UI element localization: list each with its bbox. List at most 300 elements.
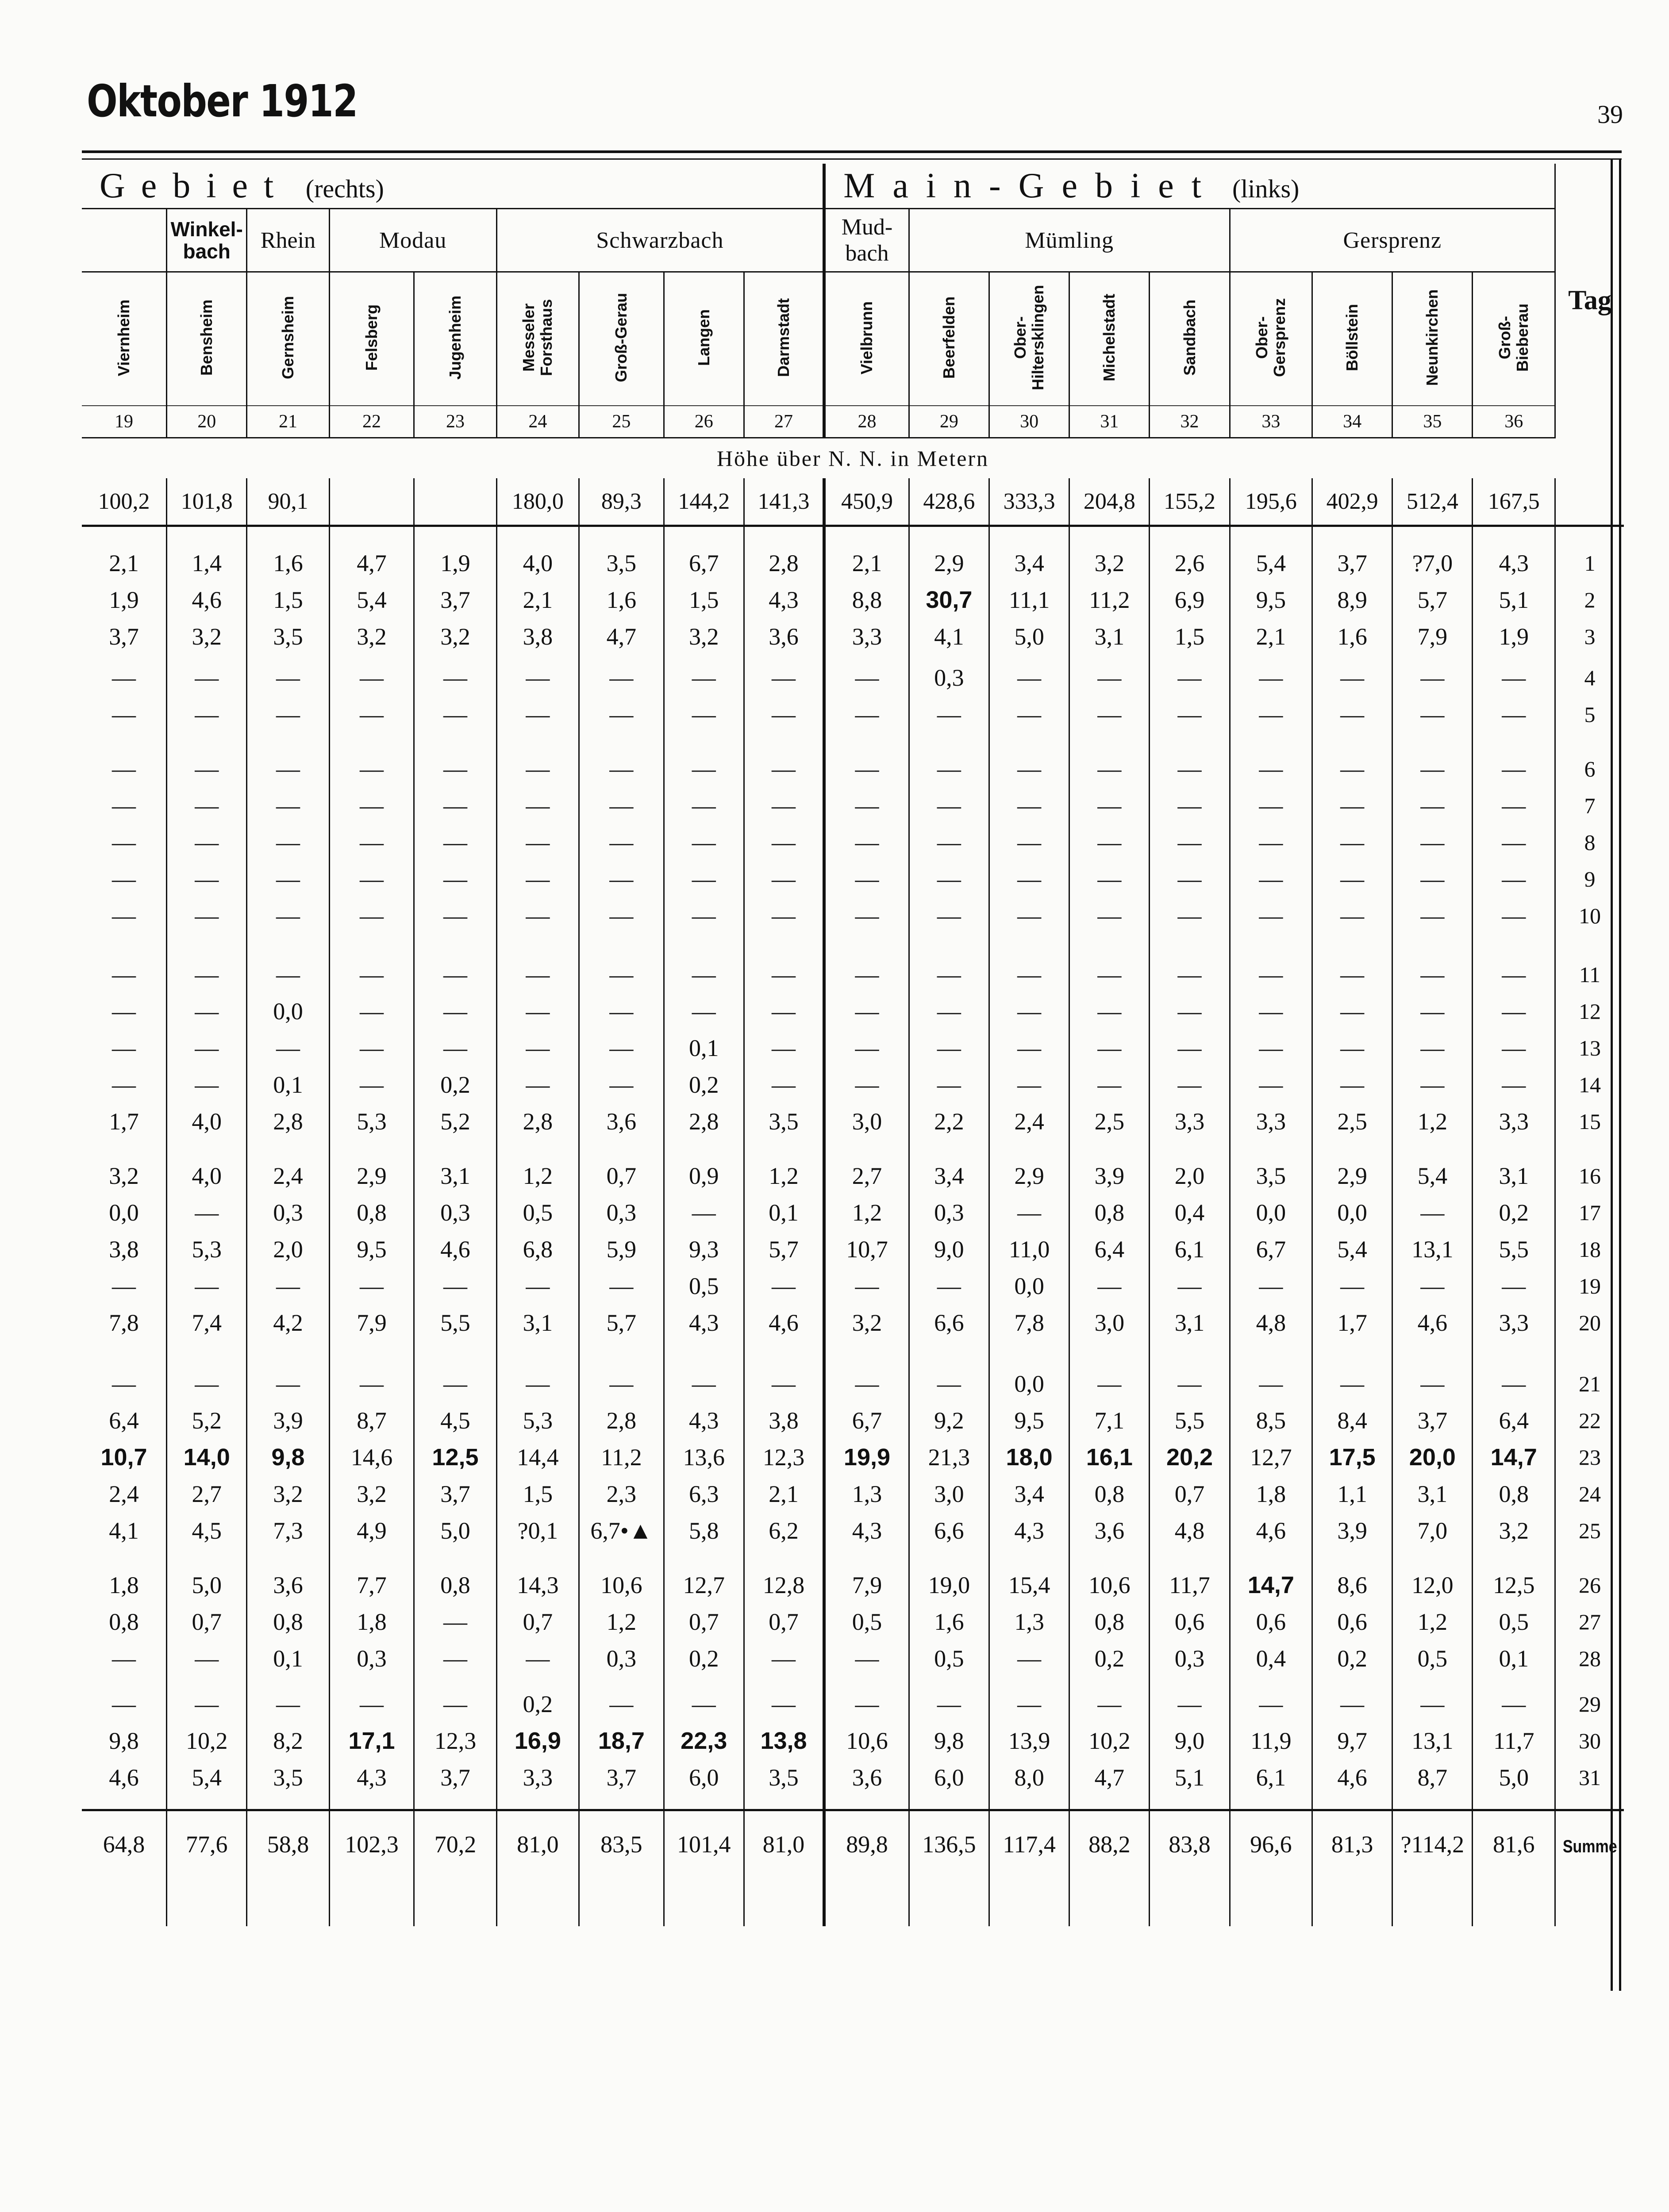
rain-value: — [414,659,496,696]
region-left-title: G e b i e t [100,166,277,205]
rain-value: — [744,787,824,824]
rain-value: — [112,1272,136,1299]
rain-value: — [247,1029,329,1066]
rain-value: 0,3 [247,1194,329,1231]
rain-value: 6,4 [109,1407,139,1434]
rain-value: — [112,902,136,929]
rain-value: 5,0 [414,1512,496,1549]
rain-value: — [112,701,136,728]
rain-value: 9,0 [1150,1722,1230,1759]
rain-value: 4,6 [744,1304,824,1341]
spacer-cell [496,733,579,750]
spacer-cell [1069,526,1150,545]
day-number: 13 [1555,1029,1624,1066]
spacer-cell [1230,733,1312,750]
station-number: 30 [989,406,1069,438]
rain-value: 11,0 [989,1231,1069,1267]
rain-value: — [1392,1267,1473,1304]
spacer-cell [496,1677,579,1686]
rain-value: 0,2 [664,1640,744,1677]
rain-value: 5,9 [579,1231,664,1267]
table-row [82,1439,1624,1475]
rain-value: — [909,1066,989,1103]
rain-value: 3,7 [414,581,496,618]
spacer-cell [664,1549,744,1567]
rain-value: 3,5 [247,618,329,655]
rain-value: 6,2 [744,1512,824,1549]
rain-value: 13,8 [744,1722,824,1759]
spacer-cell [247,1677,329,1686]
rain-value: 5,2 [414,1103,496,1140]
rain-value: — [1150,696,1230,733]
column-tail [1312,1878,1392,1926]
rain-value: 2,9 [909,545,989,581]
rain-value: 7,0 [1392,1512,1473,1549]
day-number: 11 [1555,956,1624,993]
table-row [82,1475,1624,1512]
rain-value: 2,4 [109,1480,139,1507]
day-number: 18 [1555,1231,1624,1267]
spacer-cell [82,526,167,545]
rain-value: 1,9 [414,545,496,581]
spacer-cell [664,1140,744,1157]
station-height: 144,2 [664,478,744,526]
station-name [414,272,496,406]
station-height: 141,3 [744,478,824,526]
rain-value: — [112,755,136,782]
rain-value: — [664,860,744,897]
spacer-cell [1473,1341,1555,1365]
rain-value: 4,3 [329,1759,414,1796]
rain-value: — [579,1365,664,1402]
rain-value: — [496,824,579,860]
rain-value: 7,8 [109,1309,139,1336]
rain-value: 7,9 [1392,618,1473,655]
rain-value: 1,2 [496,1157,579,1194]
station-height: 100,2 [82,478,167,526]
table-row [82,545,1624,581]
spacer-cell [579,1140,664,1157]
rain-value: 5,1 [1473,581,1555,618]
rain-value: 0,2 [496,1686,579,1722]
rain-value: 11,2 [1069,581,1150,618]
rain-value: — [824,897,909,934]
spacer-cell [247,1549,329,1567]
rain-value: — [989,1029,1069,1066]
column-tail [989,1878,1069,1926]
spacer-cell [329,1796,414,1810]
spacer-cell [1069,1341,1150,1365]
rain-value: — [1069,824,1150,860]
station-label: Jugenheim [446,296,464,380]
page-number: 39 [1597,100,1623,129]
spacer-cell [744,1140,824,1157]
rain-value: — [1392,993,1473,1029]
rain-value: 2,3 [579,1475,664,1512]
spacer-cell [579,1677,664,1686]
rain-value: 0,2 [1069,1640,1150,1677]
column-tail [1473,1878,1555,1926]
station-height: 101,8 [167,478,247,526]
rain-value: 3,7 [109,623,139,650]
monthly-sum: 136,5 [909,1810,989,1878]
day-number: 28 [1555,1640,1624,1677]
rain-value: 14,0 [167,1439,247,1475]
rain-value: 3,0 [824,1103,909,1140]
rain-value: — [167,750,247,787]
day-number: 29 [1555,1686,1624,1722]
spacer-cell [989,1140,1069,1157]
river-name: Schwarzbach [496,209,824,272]
spacer-cell [1555,733,1624,750]
spacer-cell [909,1796,989,1810]
rain-value: — [909,993,989,1029]
spacer-cell [909,655,989,659]
rain-value: 2,4 [247,1157,329,1194]
spacer-cell [744,934,824,956]
station-label: Langen [694,309,713,366]
station-name [329,272,414,406]
rain-value: — [579,860,664,897]
rain-value: — [167,1194,247,1231]
rain-value: — [824,824,909,860]
rain-value: — [1473,860,1555,897]
rain-value: 5,3 [329,1103,414,1140]
station-height: 204,8 [1069,478,1150,526]
rain-value: 3,1 [496,1304,579,1341]
rain-value: 2,5 [1312,1103,1392,1140]
rain-value: — [664,956,744,993]
rain-value: — [1069,659,1150,696]
spacer-cell [744,1677,824,1686]
spacer-cell [579,733,664,750]
region-right-title: M a i n - G e b i e t [843,166,1206,205]
rain-value: 9,8 [909,1722,989,1759]
rain-value: 1,5 [247,581,329,618]
rain-value: 5,7 [1392,581,1473,618]
hoehe-caption: Höhe über N. N. in Metern [716,446,989,471]
rain-value: — [1392,1365,1473,1402]
rain-value: — [1312,1267,1392,1304]
spacer-cell [579,1341,664,1365]
spacer-cell [1555,526,1624,545]
station-label: Messeler Forsthaus [519,299,556,376]
rain-value: 0,2 [414,1066,496,1103]
rain-value: 0,3 [909,1194,989,1231]
rain-value: 0,5 [1473,1603,1555,1640]
spacer-cell [1230,526,1312,545]
rain-value: — [496,860,579,897]
table-row [82,750,1624,787]
rain-value: 0,0 [989,1267,1069,1304]
rain-value: 20,2 [1150,1439,1230,1475]
rain-value: 2,8 [744,545,824,581]
rain-value: 1,6 [579,581,664,618]
day-number: 3 [1555,618,1624,655]
rain-value: 19,0 [909,1567,989,1603]
rain-value: — [824,1029,909,1066]
table-row [82,1512,1624,1549]
rain-value: 7,3 [247,1512,329,1549]
rain-value: 8,7 [1392,1759,1473,1796]
rain-value: 0,5 [909,1640,989,1677]
rain-value: 0,5 [1392,1640,1473,1677]
rain-value: — [909,1029,989,1066]
column-tail [414,1878,496,1926]
spacer-cell [579,526,664,545]
spacer-cell [1473,1140,1555,1157]
rain-value: — [1069,897,1150,934]
rain-value: — [167,860,247,897]
monthly-sum: 102,3 [329,1810,414,1878]
rain-value: — [329,1365,414,1402]
rain-value: 1,8 [109,1571,139,1598]
spacer-cell [1555,1796,1624,1810]
rain-value: 3,4 [909,1157,989,1194]
rain-value: 10,6 [579,1567,664,1603]
rain-value: 13,1 [1392,1722,1473,1759]
rain-value: 0,6 [1150,1603,1230,1640]
spacer-cell [1312,1341,1392,1365]
rain-value: — [579,1066,664,1103]
station-label: Ober- Gersprenz [1253,298,1289,377]
rain-value: — [167,659,247,696]
spacer-cell [1312,1140,1392,1157]
rain-value: — [329,897,414,934]
rain-value: — [1392,659,1473,696]
rain-value: — [1230,1365,1312,1402]
rain-value: — [1230,1267,1312,1304]
rain-value: — [1230,1066,1312,1103]
rain-value: 3,3 [496,1759,579,1796]
rain-value: 2,1 [744,1475,824,1512]
station-label: Groß- Bieberau [1496,303,1532,372]
rain-value: 11,7 [1150,1567,1230,1603]
spacer-cell [496,655,579,659]
rain-value: 12,3 [414,1722,496,1759]
rain-value: — [112,829,136,856]
rain-value: 12,7 [1230,1439,1312,1475]
table-row [82,897,1624,934]
spacer-cell [579,934,664,956]
spacer-cell [1150,934,1230,956]
spacer-cell [1312,733,1392,750]
table-row [82,956,1624,993]
rain-value: 14,6 [329,1439,414,1475]
station-height [414,478,496,526]
rain-value: — [329,1029,414,1066]
spacer-cell [329,1549,414,1567]
precipitation-table [82,164,1624,1926]
spacer-cell [167,526,247,545]
rain-value: — [989,696,1069,733]
station-number: 28 [824,406,909,438]
rain-value: — [579,956,664,993]
spacer-cell [824,934,909,956]
river-name: Modau [329,209,496,272]
rain-value: 4,8 [1230,1304,1312,1341]
rain-value: 5,3 [167,1231,247,1267]
rain-value: 9,2 [909,1402,989,1439]
spacer-cell [1312,526,1392,545]
rain-value: 2,1 [824,545,909,581]
rain-value: — [1473,824,1555,860]
rain-value: 4,6 [1392,1304,1473,1341]
rain-value: 0,3 [579,1640,664,1677]
rain-value: 1,2 [824,1194,909,1231]
rain-value: — [247,1267,329,1304]
rain-value: 8,0 [989,1759,1069,1796]
rain-value: 2,8 [664,1103,744,1140]
rain-value: — [1150,1267,1230,1304]
station-label: Michelstadt [1100,294,1119,382]
rain-value: 0,5 [824,1603,909,1640]
rain-value: — [496,1066,579,1103]
rain-value: — [579,1029,664,1066]
day-number: 6 [1555,750,1624,787]
rain-value: — [1392,860,1473,897]
day-number: 14 [1555,1066,1624,1103]
rain-value: — [1230,897,1312,934]
rain-value: — [664,750,744,787]
rain-value: 2,0 [1150,1157,1230,1194]
rain-value: 13,1 [1392,1231,1473,1267]
rain-value: 3,2 [329,618,414,655]
day-number: 9 [1555,860,1624,897]
rain-value: 3,4 [989,1475,1069,1512]
spacer-cell [1473,655,1555,659]
rain-value: 3,5 [744,1759,824,1796]
spacer-cell [1069,1677,1150,1686]
rain-value: ?0,1 [496,1512,579,1549]
rain-value: 3,7 [414,1759,496,1796]
spacer-cell [496,1796,579,1810]
rain-value: 14,4 [496,1439,579,1475]
rain-value: — [1392,1194,1473,1231]
rain-value: — [1230,956,1312,993]
rain-value: — [1150,860,1230,897]
rain-value: 5,2 [167,1402,247,1439]
rain-value: — [989,659,1069,696]
spacer-cell [329,1677,414,1686]
table-row [82,860,1624,897]
rain-value: 5,1 [1150,1759,1230,1796]
rain-value: 5,4 [1230,545,1312,581]
rain-value: 10,2 [167,1722,247,1759]
station-height: 155,2 [1150,478,1230,526]
rain-value: — [414,1603,496,1640]
rain-value: — [496,787,579,824]
day-number: 12 [1555,993,1624,1029]
spacer-cell [167,1549,247,1567]
station-name [579,272,664,406]
spacer-cell [247,1796,329,1810]
rain-value: 3,7 [414,1475,496,1512]
rain-value: — [112,1071,136,1098]
rain-value: — [1312,993,1392,1029]
spacer-cell [664,1796,744,1810]
rain-value: 14,7 [1473,1439,1555,1475]
rain-value: 3,2 [664,618,744,655]
spacer-cell [247,1341,329,1365]
rain-value: — [1473,696,1555,733]
spacer-cell [1150,1341,1230,1365]
day-number: 23 [1555,1439,1624,1475]
rain-value: — [1473,1365,1555,1402]
rain-value: — [1392,750,1473,787]
spacer-cell [414,655,496,659]
rain-value: 1,7 [1312,1304,1392,1341]
rain-value: 3,2 [824,1304,909,1341]
station-height: 167,5 [1473,478,1555,526]
rain-value: — [989,897,1069,934]
spacer-cell [1473,934,1555,956]
spacer-cell [1312,1549,1392,1567]
spacer-cell [1555,1341,1624,1365]
station-number: 35 [1392,406,1473,438]
rain-value: — [664,897,744,934]
spacer-cell [414,526,496,545]
station-name [82,272,167,406]
station-number: 34 [1312,406,1392,438]
rain-value: — [1392,824,1473,860]
rain-value: — [1230,860,1312,897]
rain-value: 0,3 [1150,1640,1230,1677]
rain-value: — [824,787,909,824]
rain-value: 10,2 [1069,1722,1150,1759]
station-label: Böllstein [1343,304,1361,372]
rain-value: 0,6 [1230,1603,1312,1640]
station-label: Felsberg [362,304,381,371]
day-number: 31 [1555,1759,1624,1796]
rain-value: — [167,993,247,1029]
rain-value: 5,4 [1392,1157,1473,1194]
spacer-cell [824,1140,909,1157]
rain-value: — [579,993,664,1029]
table-row [82,1759,1624,1796]
spacer-cell [414,733,496,750]
rain-value: — [744,993,824,1029]
rain-value: 5,7 [579,1304,664,1341]
rain-value: — [496,956,579,993]
rain-value: 4,6 [167,581,247,618]
rain-value: 0,2 [664,1066,744,1103]
monthly-sum: 89,8 [824,1810,909,1878]
table-row [82,1603,1624,1640]
spacer-cell [1392,733,1473,750]
spacer-cell [1230,1140,1312,1157]
rain-value: — [414,1686,496,1722]
table-row [82,1304,1624,1341]
spacer-cell [82,934,167,956]
rain-value: — [1312,750,1392,787]
rain-value: 0,7 [496,1603,579,1640]
rain-value: 5,4 [1312,1231,1392,1267]
rain-value: 3,2 [414,618,496,655]
rain-value: — [744,1686,824,1722]
rain-value: 6,1 [1230,1759,1312,1796]
station-number: 22 [329,406,414,438]
spacer-cell [664,934,744,956]
table-row [82,1267,1624,1304]
rain-value: 4,6 [414,1231,496,1267]
station-label: Sandbach [1180,300,1199,376]
rain-value: — [329,659,414,696]
rain-value: — [247,1365,329,1402]
rain-value: — [1150,824,1230,860]
rain-value: — [744,860,824,897]
rain-value: 5,0 [167,1567,247,1603]
